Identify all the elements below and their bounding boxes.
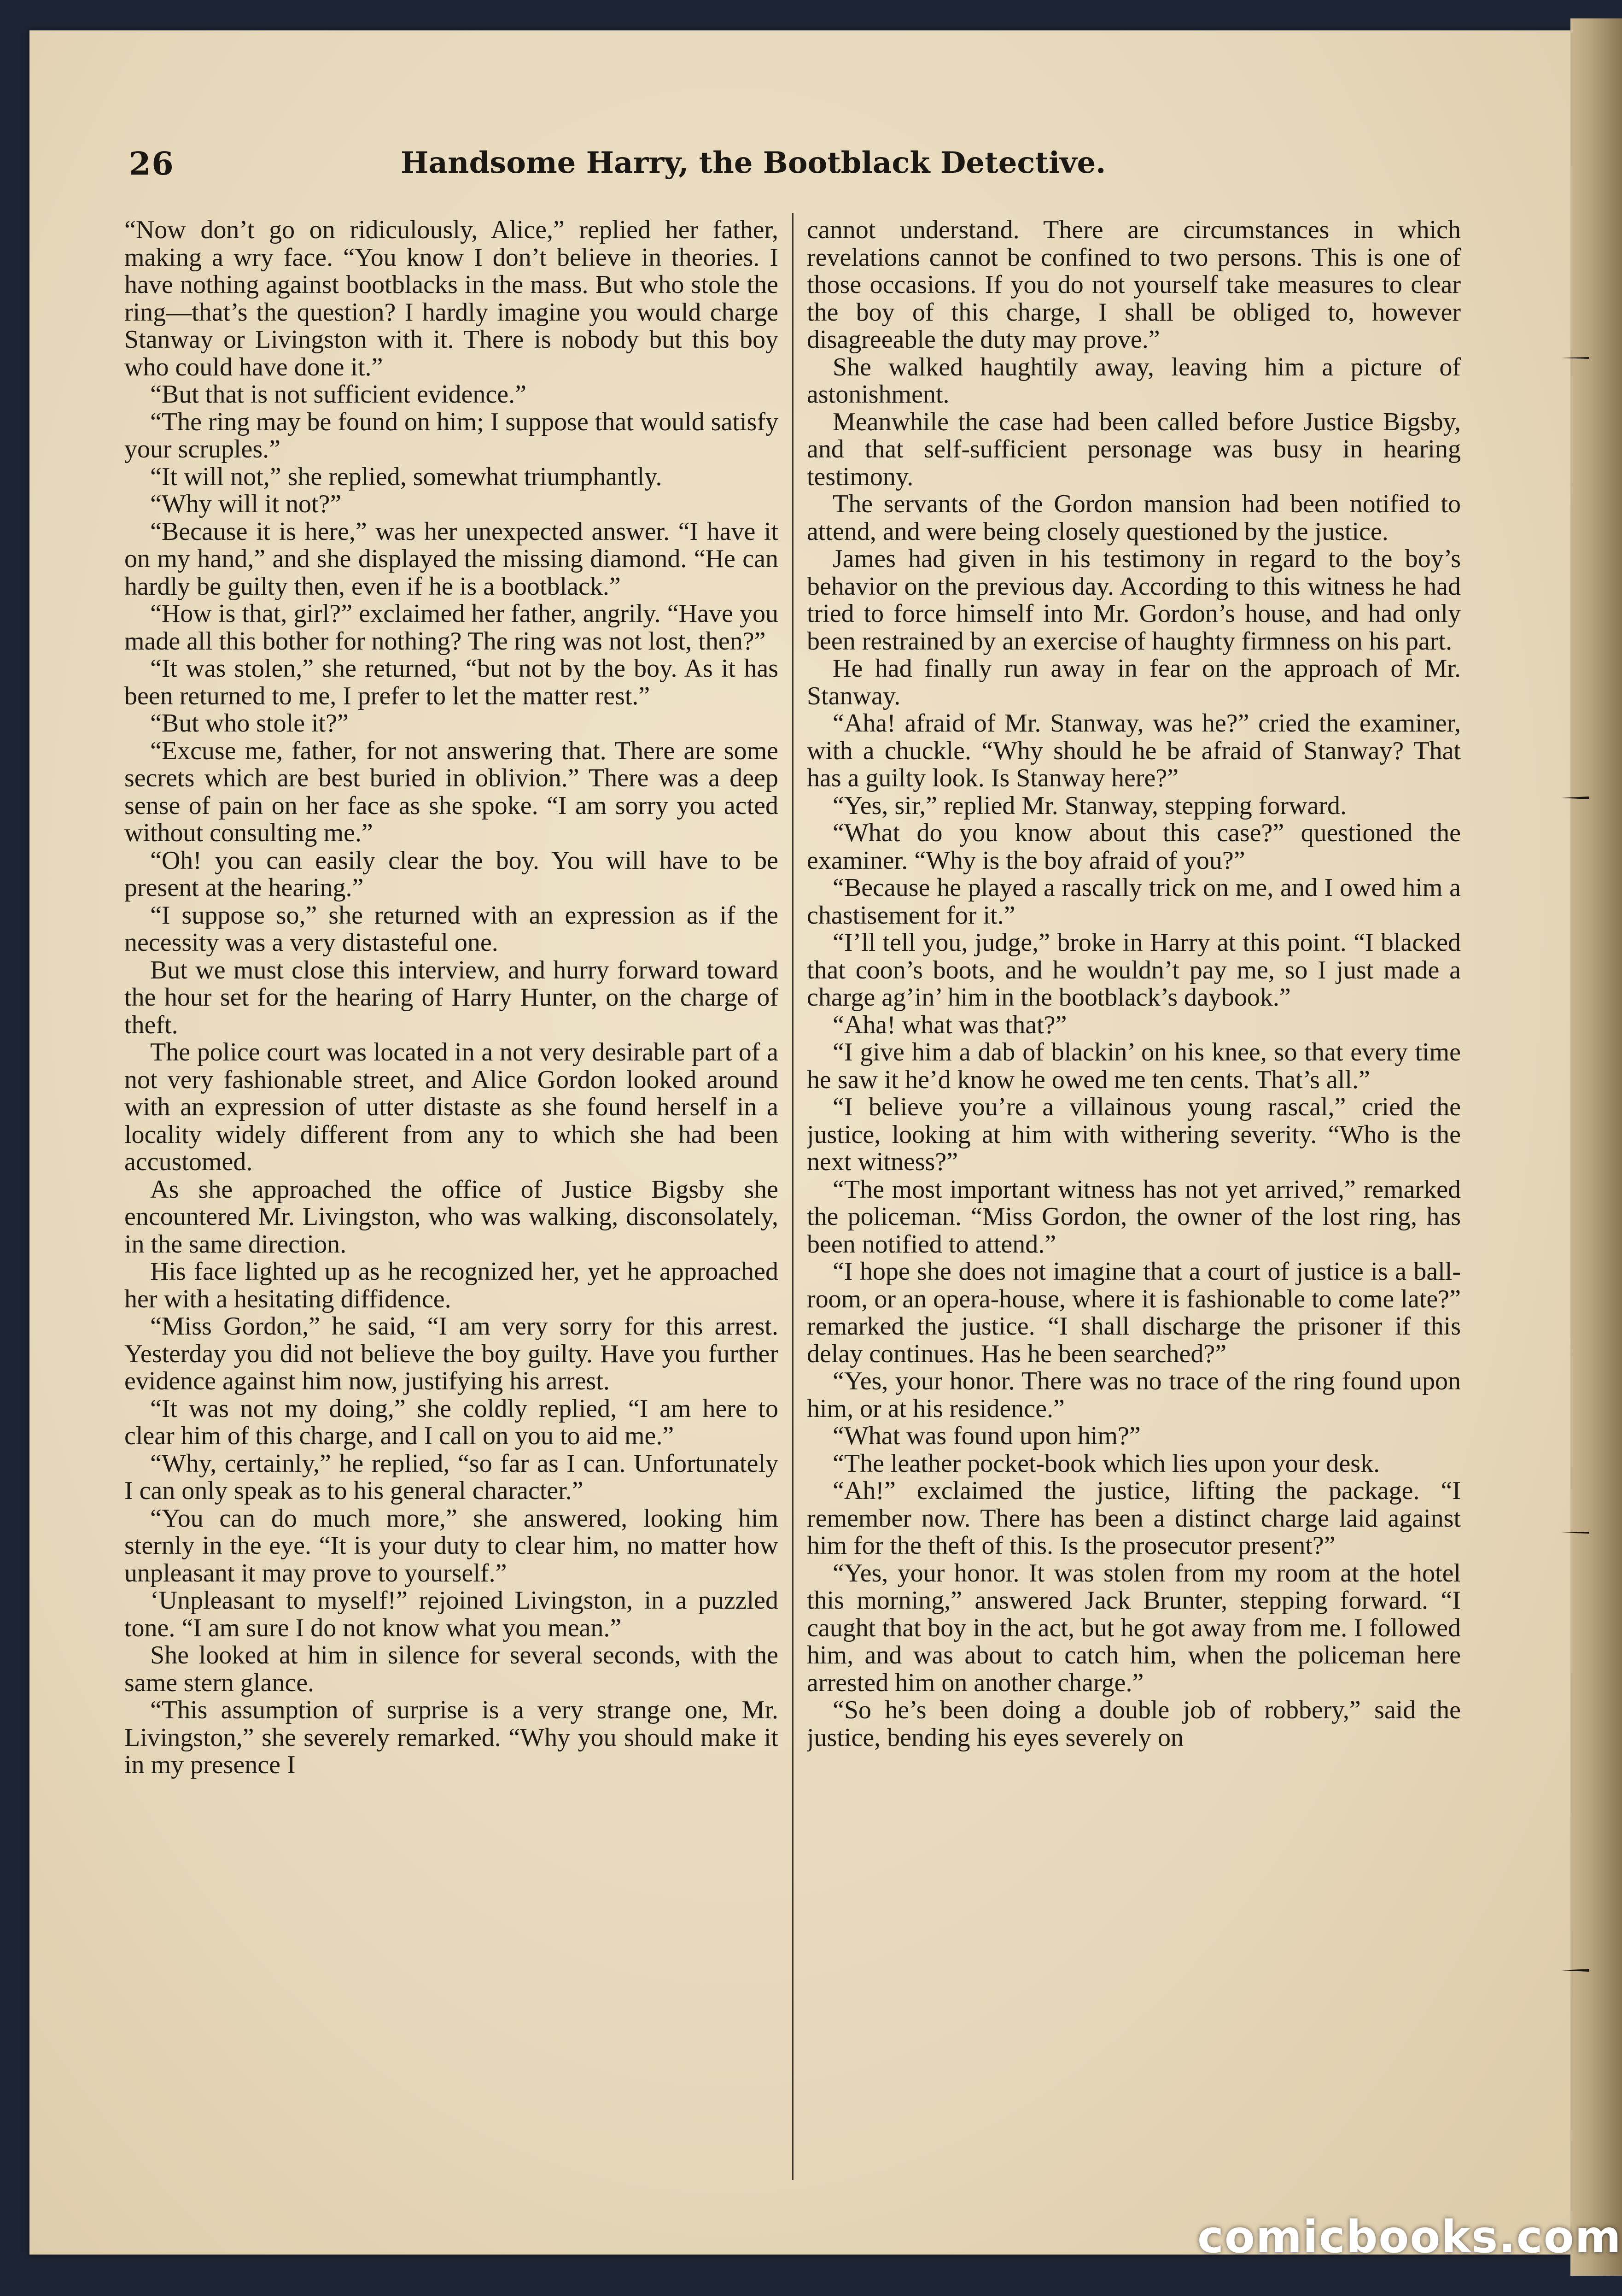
paragraph: “Aha! what was that?” [833,1010,1067,1039]
running-title: Handsome Harry, the Bootblack Detective. [401,146,1106,180]
paragraph: “Yes, your honor. There was no trace of the ring found upon him, or at his residence.” [807,1367,1461,1423]
paragraph: “It was not my doing,” she coldly replied, “I am here to clear him of this charge, and I call on you to aid me.” [124,1394,778,1450]
paragraph: “I suppose so,” she returned with an expression as if the necessity was a very distasteful one. [124,901,778,957]
paragraph: As she approached the office of Justice Bigsby she encountered Mr. Livingston, who was walking, disconsolately, in the same direction. [124,1175,778,1259]
paragraph: “It was stolen,” she returned, “but not by the boy. As it has been returned to me, I prefer to let the matter rest.” [124,654,778,710]
staple-mark-icon [1561,1529,1589,1536]
paragraph: “How is that, girl?” exclaimed her father, angrily. “Have you made all this bother for nothing? The ring was not lost, then?” [124,599,778,656]
paragraph: “Yes, your honor. It was stolen from my room at the hotel this morning,” answered Jack Brunter, stepping forward. “I caught that boy in the act, but he got away from me. I followed him, and was about to catch him, when the policeman here arrested him on another charge.” [807,1558,1461,1697]
paragraph: “Aha! afraid of Mr. Stanway, was he?” cried the examiner, with a chuckle. “Why should he be afraid of Stanway? That has a guilty look. Is Stanway here?” [807,709,1461,792]
paragraph: Meanwhile the case had been called before Justice Bigsby, and that self-sufficient personage was busy in hearing testimony. [807,407,1461,491]
paragraph: “I give him a dab of blackin’ on his knee, so that every time he saw it he’d know he owed me ten cents. That’s all.” [807,1038,1461,1094]
paragraph: “It will not,” she replied, somewhat triumphantly. [150,462,662,491]
paragraph: She looked at him in silence for several seconds, with the same stern glance. [124,1641,778,1697]
paragraph: “Miss Gordon,” he said, “I am very sorry for this arrest. Yesterday you did not believe the boy guilty. Have you further evidence against him now, justifying his arrest. [124,1312,778,1395]
paragraph: “You can do much more,” she answered, looking him sternly in the eye. “It is your duty to clear him, no matter how unpleasant it may prove to yourself.” [124,1504,778,1587]
staple-mark-icon [1561,795,1589,801]
column-divider [792,213,793,2180]
paragraph: She walked haughtily away, leaving him a picture of astonishment. [807,352,1461,409]
paragraph: “But who stole it?” [150,709,349,738]
watermark: comicbooks.com [1197,2211,1622,2263]
paragraph: James had given in his testimony in regard to the boy’s behavior on the previous day. According to this witness he had tried to force himself into Mr. Gordon’s house, and had only been restrained by an exercise of haughty firmness on his part. [807,545,1461,656]
paragraph: “I believe you’re a villainous young rascal,” cried the justice, looking at him with withering severity. “Who is the next witness?” [807,1093,1461,1176]
paragraph: But we must close this interview, and hurry forward toward the hour set for the hearing of Harry Hunter, on the charge of theft. [124,955,778,1039]
staple-mark-icon [1561,1967,1589,1974]
staple-mark-icon [1561,355,1589,361]
paragraph: “Ah!” exclaimed the justice, lifting the package. “I remember now. There has been a distinct charge laid against him for the theft of this. Is the prosecutor present?” [807,1476,1461,1560]
page-number: 26 [129,146,175,182]
paragraph: “But that is not sufficient evidence.” [150,380,526,409]
paragraph: “I hope she does not imagine that a court of justice is a ball-room, or an opera-house, where it is fashionable to come late?” remarked the justice. “I shall discharge the prisoner if this delay continues. Has he been searched?” [807,1257,1461,1368]
paragraph: The police court was located in a not very desirable part of a not very fashionable street, and Alice Gordon looked around with an expression of utter distaste as she found herself in a locality widely different from any to which she had been accustomed. [124,1038,778,1176]
paragraph: “Because he played a rascally trick on me, and I owed him a chastisement for it.” [807,873,1461,930]
paragraph: “Yes, sir,” replied Mr. Stanway, stepping forward. [833,791,1347,820]
paragraph: “Why, certainly,” he replied, “so far as I can. Unfortunately I can only speak as to his general character.” [124,1449,778,1505]
paragraph: “So he’s been doing a double job of robbery,” said the justice, bending his eyes severely on [807,1696,1461,1752]
paragraph: “This assumption of surprise is a very strange one, Mr. Livingston,” she severely remarked. “Why you should make it in my presence I [124,1696,778,1779]
paragraph: “What was found upon him?” [833,1422,1141,1450]
paragraph: “Why will it not?” [150,490,342,518]
page-header [97,138,1184,189]
paragraph: The servants of the Gordon mansion had been notified to attend, and were being closely questioned by the justice. [807,490,1461,546]
paragraph: “Because it is here,” was her unexpected answer. “I have it on my hand,” and she displayed the missing diamond. “He can hardly be guilty then, even if he is a bootblack.” [124,517,778,601]
paragraph: “Excuse me, father, for not answering that. There are some secrets which are best buried in oblivion.” There was a deep sense of pain on her face as she spoke. “I am sorry you acted without consulting me.” [124,736,778,847]
paragraph: “Oh! you can easily clear the boy. You will have to be present at the hearing.” [124,846,778,902]
paragraph: “The ring may be found on him; I suppose that would satisfy your scruples.” [124,407,778,463]
paragraph: He had finally run away in fear on the approach of Mr. Stanway. [807,654,1461,710]
paragraph: “The leather pocket-book which lies upon your desk. [833,1449,1380,1478]
paragraph: His face lighted up as he recognized her, yet he approached her with a hesitating diffidence. [124,1257,778,1313]
paragraph: ‘Unpleasant to myself!” rejoined Livingston, in a puzzled tone. “I am sure I do not know what you mean.” [124,1586,778,1642]
paragraph: “I’ll tell you, judge,” broke in Harry at this point. “I blacked that coon’s boots, and he wouldn’t pay me, so I just made a charge ag’in’ him in the bootblack’s daybook.” [807,928,1461,1012]
right-column [807,217,1461,2174]
paragraph: “Now don’t go on ridiculously, Alice,” replied her father, making a wry face. “You know I don’t believe in theories. I have nothing against bootblacks in the mass. But who stole the ring—that’s the question? I hardly imagine you would charge Stanway or Livingston with it. There is nobody but this boy who could have done it.” [124,217,778,381]
left-column [124,217,778,2174]
paragraph: “What do you know about this case?” questioned the examiner. “Why is the boy afraid of you?” [807,819,1461,875]
paragraph: “The most important witness has not yet arrived,” remarked the policeman. “Miss Gordon, the owner of the lost ring, has been notified to attend.” [807,1175,1461,1259]
paragraph: cannot understand. There are circumstances in which revelations cannot be confined to two persons. This is one of those occasions. If you do not yourself take measures to clear the boy of this charge, I shall be obliged to, however disagreeable the duty may prove.” [807,217,1461,354]
